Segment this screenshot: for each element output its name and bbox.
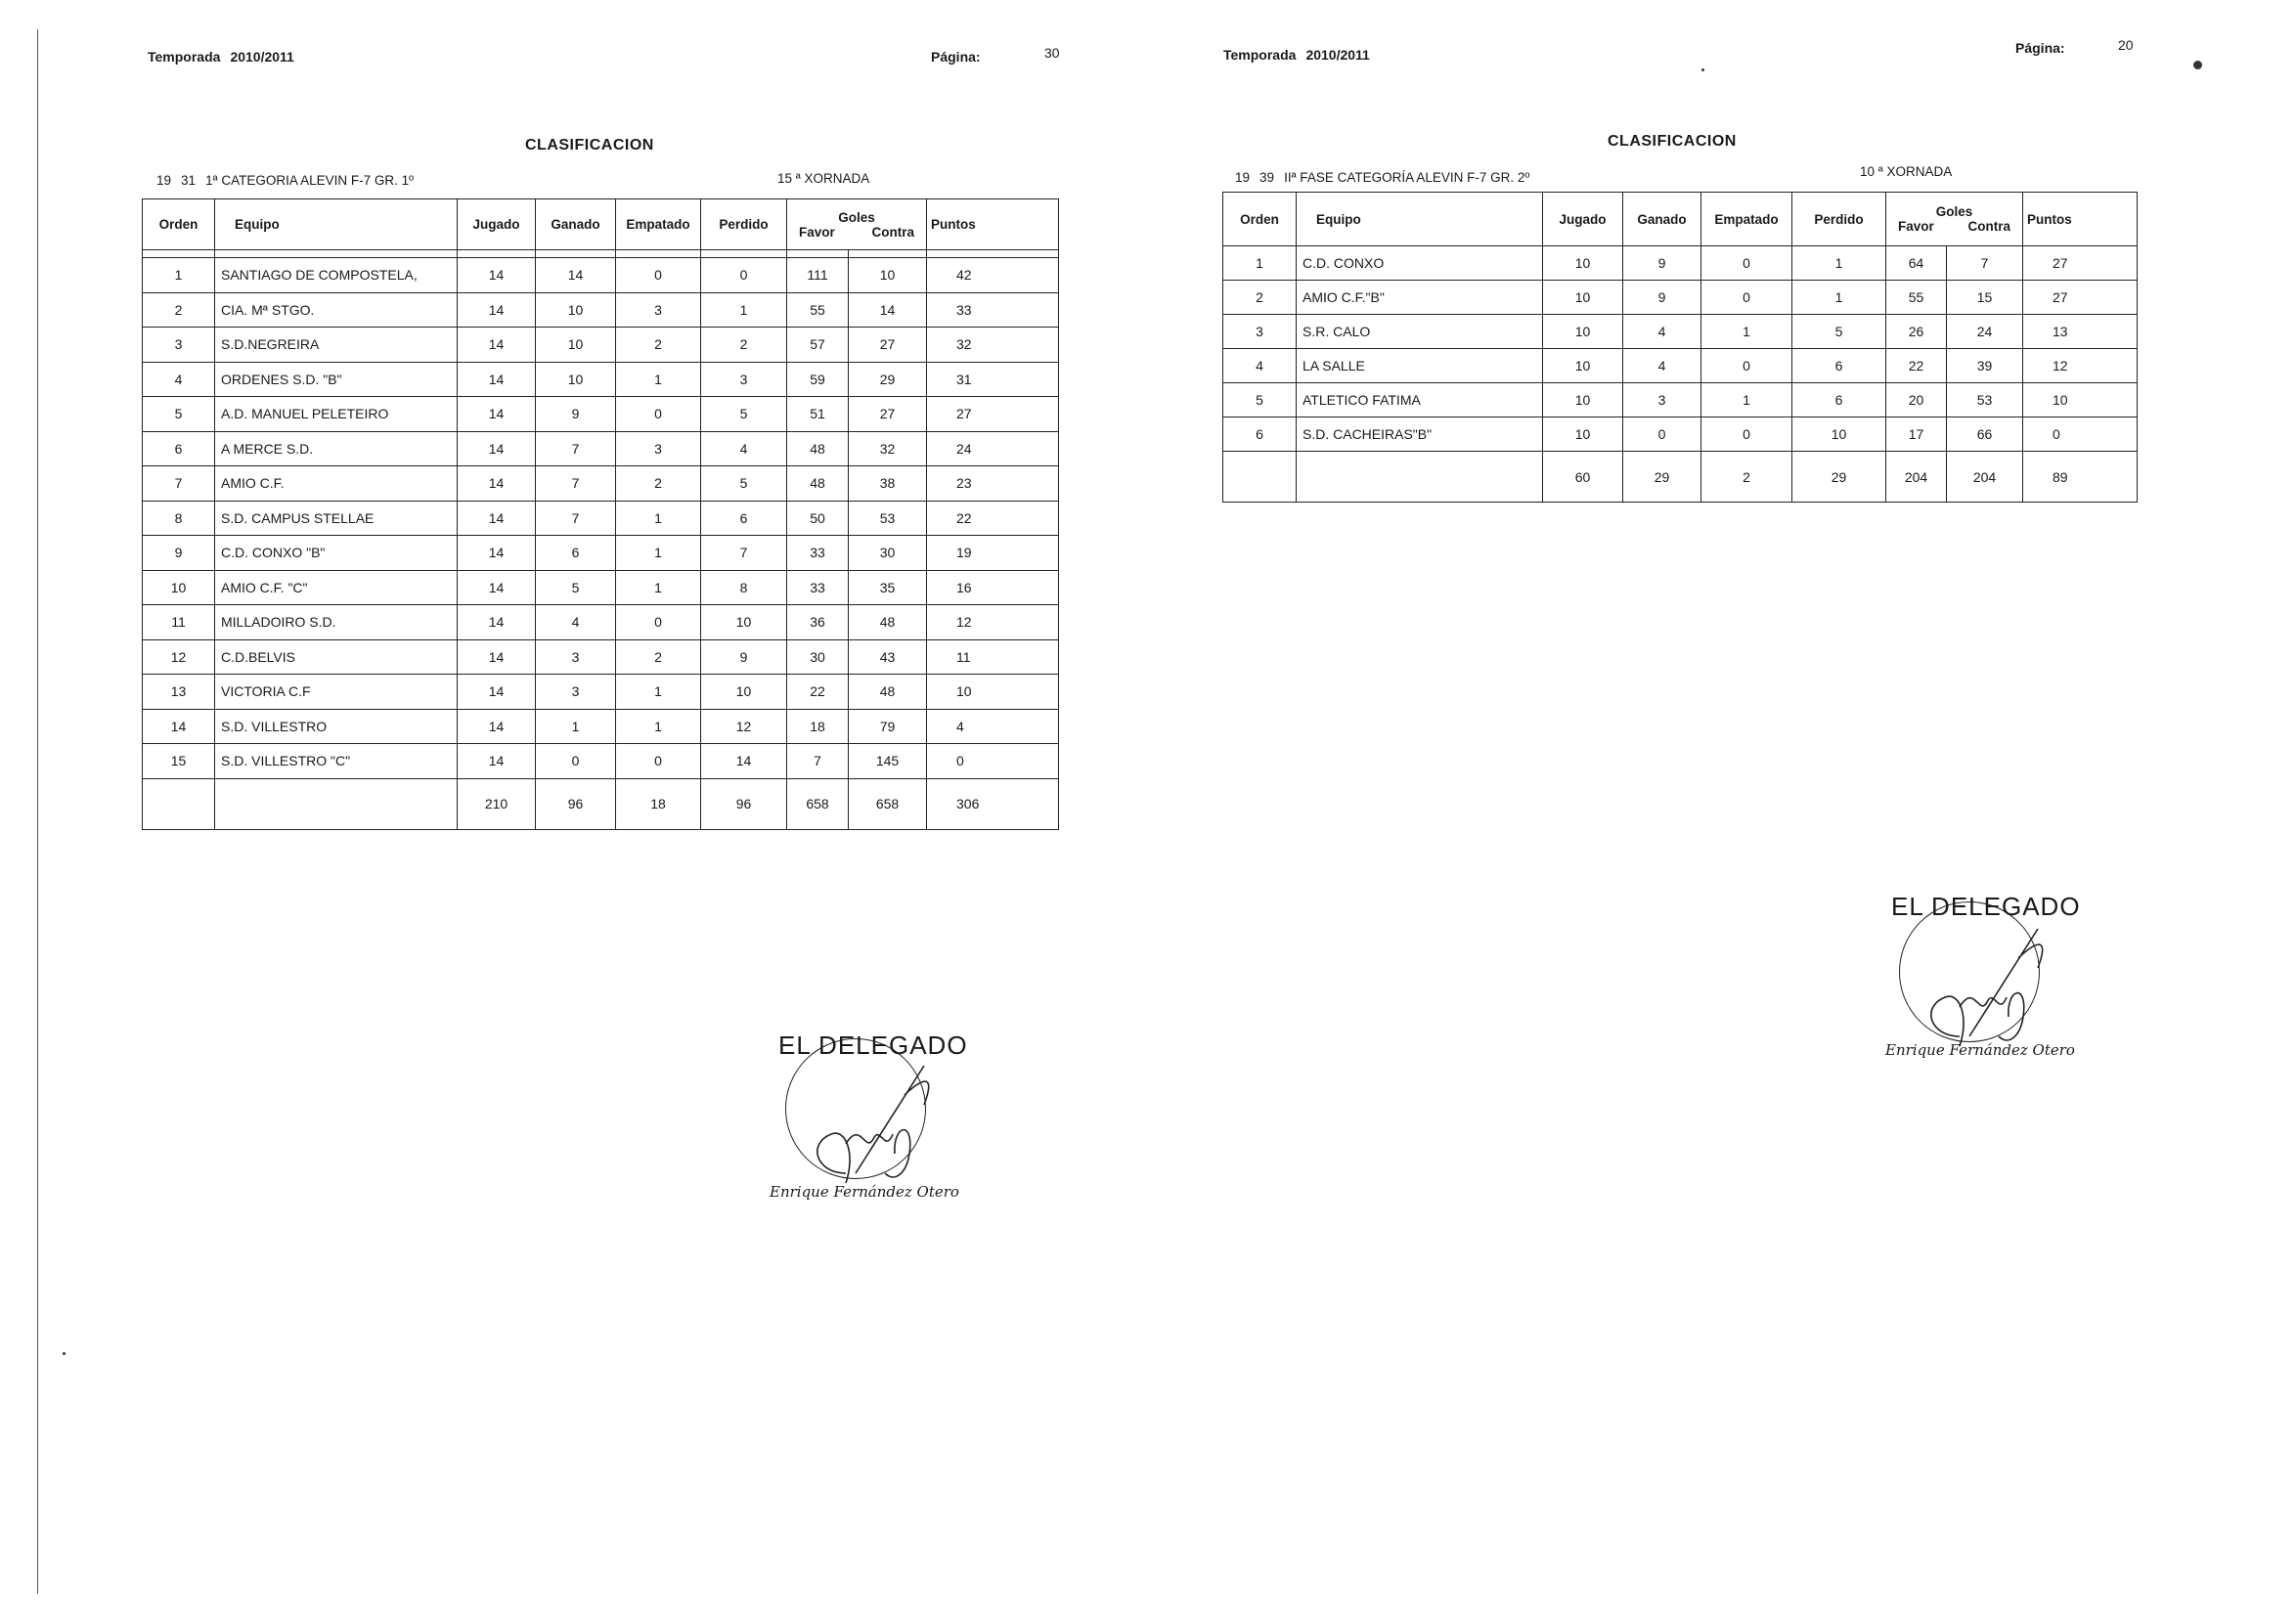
table-row <box>143 536 1059 571</box>
season-value: 2010/2011 <box>1305 47 1370 63</box>
header-perdido: Perdido <box>1792 193 1886 246</box>
cell-contra: 29 <box>849 362 927 397</box>
standings-table <box>142 198 1059 830</box>
cell-ganado: 7 <box>536 431 616 466</box>
cell-orden: 15 <box>143 744 215 779</box>
cell-perdido: 2 <box>701 328 787 363</box>
cell-orden: 13 <box>143 675 215 710</box>
cell-favor: 111 <box>787 258 849 293</box>
cell-perdido: 12 <box>701 709 787 744</box>
cell-contra: 14 <box>849 292 927 328</box>
cell-ganado: 0 <box>536 744 616 779</box>
total-contra: 204 <box>1947 452 2023 503</box>
cell-favor: 59 <box>787 362 849 397</box>
scan-speck <box>63 1352 66 1355</box>
total-perdido: 29 <box>1792 452 1886 503</box>
table-title: CLASIFICACION <box>525 137 654 154</box>
cell-contra: 24 <box>1947 315 2023 349</box>
cell-jugado: 10 <box>1543 246 1623 281</box>
cell-ganado: 0 <box>1623 417 1701 452</box>
cell-contra: 43 <box>849 639 927 675</box>
category-code-1: 19 <box>1235 170 1251 185</box>
cell-empatado: 2 <box>616 328 701 363</box>
total-jugado: 210 <box>458 778 536 829</box>
total-jugado: 60 <box>1543 452 1623 503</box>
cell-perdido: 8 <box>701 570 787 605</box>
cell-contra: 30 <box>849 536 927 571</box>
cell-perdido: 10 <box>701 605 787 640</box>
season-label: Temporada <box>148 49 221 65</box>
cell-empatado: 1 <box>616 536 701 571</box>
page-number: 30 <box>1044 45 1060 61</box>
cell-contra: 38 <box>849 466 927 502</box>
cell-jugado: 14 <box>458 570 536 605</box>
cell-puntos: 10 <box>927 675 1059 710</box>
cell-empatado: 1 <box>616 709 701 744</box>
cell-puntos: 32 <box>927 328 1059 363</box>
cell-perdido: 5 <box>701 397 787 432</box>
cell-perdido: 1 <box>1792 246 1886 281</box>
cell-empatado: 1 <box>616 675 701 710</box>
season-header <box>1223 47 1370 63</box>
header-jugado: Jugado <box>1543 193 1623 246</box>
cell-jugado: 14 <box>458 362 536 397</box>
table-row <box>143 258 1059 293</box>
total-empty-cell <box>1223 452 1297 503</box>
total-ganado: 29 <box>1623 452 1701 503</box>
cell-empatado: 0 <box>616 605 701 640</box>
cell-empatado: 1 <box>616 570 701 605</box>
cell-equipo: ATLETICO FATIMA <box>1297 383 1543 417</box>
table-row <box>143 397 1059 432</box>
cell-favor: 64 <box>1886 246 1947 281</box>
cell-favor: 51 <box>787 397 849 432</box>
cell-ganado: 4 <box>536 605 616 640</box>
cell-contra: 32 <box>849 431 927 466</box>
cell-perdido: 5 <box>701 466 787 502</box>
category-line <box>1235 170 1539 185</box>
cell-contra: 39 <box>1947 349 2023 383</box>
header-orden: Orden <box>143 199 215 250</box>
cell-favor: 22 <box>1886 349 1947 383</box>
category-code-1: 19 <box>156 173 172 188</box>
total-ganado: 96 <box>536 778 616 829</box>
header-puntos: Puntos <box>2023 193 2138 246</box>
cell-empatado: 1 <box>616 362 701 397</box>
cell-jugado: 14 <box>458 709 536 744</box>
header-perdido: Perdido <box>701 199 787 250</box>
category-name: IIª FASE CATEGORÍA ALEVIN F-7 GR. 2º <box>1284 170 1530 185</box>
header-goles <box>787 199 927 250</box>
season-label: Temporada <box>1223 47 1297 63</box>
table-row <box>143 466 1059 502</box>
cell-contra: 27 <box>849 397 927 432</box>
page-label: Página: <box>2015 40 2065 56</box>
cell-jugado: 14 <box>458 258 536 293</box>
cell-contra: 66 <box>1947 417 2023 452</box>
total-perdido: 96 <box>701 778 787 829</box>
cell-favor: 20 <box>1886 383 1947 417</box>
cell-jugado: 10 <box>1543 281 1623 315</box>
cell-ganado: 3 <box>536 639 616 675</box>
cell-jugado: 14 <box>458 328 536 363</box>
scan-speck <box>2193 61 2202 69</box>
table-row <box>143 570 1059 605</box>
page-number: 20 <box>2118 37 2134 53</box>
cell-empatado: 0 <box>616 258 701 293</box>
cell-ganado: 4 <box>1623 349 1701 383</box>
category-code-2: 31 <box>181 173 197 188</box>
cell-ganado: 10 <box>536 362 616 397</box>
total-contra: 658 <box>849 778 927 829</box>
cell-orden: 7 <box>143 466 215 502</box>
cell-perdido: 0 <box>701 258 787 293</box>
totals-row <box>1223 452 2138 503</box>
cell-contra: 10 <box>849 258 927 293</box>
stamp-header: EL DELEGADO <box>1891 892 2081 921</box>
cell-puntos: 13 <box>2023 315 2138 349</box>
cell-jugado: 10 <box>1543 349 1623 383</box>
header-jugado: Jugado <box>458 199 536 250</box>
cell-contra: 15 <box>1947 281 2023 315</box>
cell-puntos: 27 <box>927 397 1059 432</box>
cell-equipo: C.D. CONXO <box>1297 246 1543 281</box>
cell-favor: 7 <box>787 744 849 779</box>
cell-jugado: 14 <box>458 744 536 779</box>
total-empatado: 18 <box>616 778 701 829</box>
cell-puntos: 19 <box>927 536 1059 571</box>
cell-jugado: 14 <box>458 292 536 328</box>
cell-ganado: 1 <box>536 709 616 744</box>
cell-empatado: 1 <box>616 501 701 536</box>
cell-empatado: 2 <box>616 639 701 675</box>
standings-body <box>1223 246 2138 503</box>
cell-orden: 4 <box>1223 349 1297 383</box>
cell-equipo: LA SALLE <box>1297 349 1543 383</box>
header-goles <box>1886 193 2023 246</box>
total-favor: 658 <box>787 778 849 829</box>
cell-puntos: 22 <box>927 501 1059 536</box>
cell-perdido: 10 <box>1792 417 1886 452</box>
cell-ganado: 7 <box>536 501 616 536</box>
cell-favor: 57 <box>787 328 849 363</box>
cell-favor: 26 <box>1886 315 1947 349</box>
cell-empatado: 1 <box>1701 383 1792 417</box>
season-header <box>148 49 294 65</box>
cell-perdido: 6 <box>1792 349 1886 383</box>
cell-contra: 145 <box>849 744 927 779</box>
cell-equipo: S.R. CALO <box>1297 315 1543 349</box>
table-row <box>1223 383 2138 417</box>
cell-contra: 53 <box>849 501 927 536</box>
table-row <box>143 292 1059 328</box>
cell-puntos: 24 <box>927 431 1059 466</box>
cell-puntos: 16 <box>927 570 1059 605</box>
category-line <box>156 173 423 188</box>
cell-equipo: S.D. VILLESTRO <box>215 709 458 744</box>
cell-jugado: 14 <box>458 431 536 466</box>
cell-contra: 7 <box>1947 246 2023 281</box>
cell-puntos: 12 <box>2023 349 2138 383</box>
cell-perdido: 9 <box>701 639 787 675</box>
cell-favor: 18 <box>787 709 849 744</box>
cell-jugado: 14 <box>458 466 536 502</box>
cell-favor: 30 <box>787 639 849 675</box>
cell-favor: 33 <box>787 570 849 605</box>
cell-ganado: 10 <box>536 328 616 363</box>
scan-speck <box>1701 68 1704 71</box>
cell-orden: 2 <box>143 292 215 328</box>
cell-equipo: S.D. CAMPUS STELLAE <box>215 501 458 536</box>
jornada-label: 10 ª XORNADA <box>1860 164 1953 179</box>
cell-puntos: 23 <box>927 466 1059 502</box>
cell-puntos: 42 <box>927 258 1059 293</box>
cell-orden: 4 <box>143 362 215 397</box>
cell-ganado: 3 <box>536 675 616 710</box>
cell-empatado: 0 <box>1701 349 1792 383</box>
cell-equipo: S.D. CACHEIRAS"B" <box>1297 417 1543 452</box>
header-ganado: Ganado <box>1623 193 1701 246</box>
cell-equipo: A.D. MANUEL PELETEIRO <box>215 397 458 432</box>
cell-orden: 3 <box>143 328 215 363</box>
cell-ganado: 14 <box>536 258 616 293</box>
table-title: CLASIFICACION <box>1608 133 1737 150</box>
cell-ganado: 3 <box>1623 383 1701 417</box>
table-row <box>143 328 1059 363</box>
cell-orden: 10 <box>143 570 215 605</box>
cell-orden: 6 <box>143 431 215 466</box>
header-empatado: Empatado <box>616 199 701 250</box>
stamp-header: EL DELEGADO <box>778 1031 968 1060</box>
cell-perdido: 10 <box>701 675 787 710</box>
cell-jugado: 14 <box>458 675 536 710</box>
table-row <box>143 709 1059 744</box>
cell-ganado: 4 <box>1623 315 1701 349</box>
cell-orden: 3 <box>1223 315 1297 349</box>
table-row <box>143 639 1059 675</box>
cell-equipo: AMIO C.F."B" <box>1297 281 1543 315</box>
table-row <box>143 431 1059 466</box>
cell-puntos: 10 <box>2023 383 2138 417</box>
cell-jugado: 10 <box>1543 315 1623 349</box>
cell-orden: 1 <box>143 258 215 293</box>
cell-orden: 6 <box>1223 417 1297 452</box>
total-puntos: 89 <box>2023 452 2138 503</box>
cell-perdido: 14 <box>701 744 787 779</box>
cell-contra: 79 <box>849 709 927 744</box>
header-orden: Orden <box>1223 193 1297 246</box>
table-row <box>1223 246 2138 281</box>
table-row <box>143 605 1059 640</box>
table-row <box>1223 281 2138 315</box>
standings-table <box>1222 192 2138 503</box>
cell-perdido: 5 <box>1792 315 1886 349</box>
cell-empatado: 0 <box>616 397 701 432</box>
cell-contra: 48 <box>849 675 927 710</box>
cell-orden: 1 <box>1223 246 1297 281</box>
table-row <box>143 362 1059 397</box>
cell-contra: 53 <box>1947 383 2023 417</box>
cell-perdido: 7 <box>701 536 787 571</box>
cell-equipo: ORDENES S.D. "B" <box>215 362 458 397</box>
cell-jugado: 14 <box>458 605 536 640</box>
cell-puntos: 4 <box>927 709 1059 744</box>
cell-puntos: 27 <box>2023 281 2138 315</box>
cell-equipo: C.D.BELVIS <box>215 639 458 675</box>
season-value: 2010/2011 <box>230 49 294 65</box>
header-equipo: Equipo <box>1297 193 1543 246</box>
total-empty-cell <box>143 778 215 829</box>
totals-row <box>143 778 1059 829</box>
header-ganado: Ganado <box>536 199 616 250</box>
cell-jugado: 14 <box>458 397 536 432</box>
table-row <box>1223 417 2138 452</box>
cell-puntos: 11 <box>927 639 1059 675</box>
cell-favor: 22 <box>787 675 849 710</box>
cell-puntos: 0 <box>927 744 1059 779</box>
cell-empatado: 2 <box>616 466 701 502</box>
cell-puntos: 0 <box>2023 417 2138 452</box>
total-empatado: 2 <box>1701 452 1792 503</box>
standings-body <box>143 258 1059 830</box>
cell-perdido: 1 <box>701 292 787 328</box>
cell-perdido: 3 <box>701 362 787 397</box>
cell-orden: 9 <box>143 536 215 571</box>
cell-ganado: 7 <box>536 466 616 502</box>
delegate-stamp <box>758 1017 983 1212</box>
cell-puntos: 33 <box>927 292 1059 328</box>
total-puntos: 306 <box>927 778 1059 829</box>
cell-empatado: 0 <box>1701 417 1792 452</box>
cell-jugado: 10 <box>1543 383 1623 417</box>
stamp-name: Enrique Fernández Otero <box>770 1183 959 1201</box>
cell-jugado: 14 <box>458 639 536 675</box>
cell-equipo: SANTIAGO DE COMPOSTELA, <box>215 258 458 293</box>
cell-equipo: MILLADOIRO S.D. <box>215 605 458 640</box>
cell-jugado: 10 <box>1543 417 1623 452</box>
cell-puntos: 12 <box>927 605 1059 640</box>
category-name: 1ª CATEGORIA ALEVIN F-7 GR. 1º <box>205 173 415 188</box>
header-empatado: Empatado <box>1701 193 1792 246</box>
cell-empatado: 3 <box>616 292 701 328</box>
header-equipo: Equipo <box>215 199 458 250</box>
header-favor: Favor <box>799 224 835 240</box>
cell-equipo: A MERCE S.D. <box>215 431 458 466</box>
cell-favor: 48 <box>787 431 849 466</box>
table-row <box>143 744 1059 779</box>
cell-equipo: AMIO C.F. "C" <box>215 570 458 605</box>
cell-perdido: 1 <box>1792 281 1886 315</box>
cell-ganado: 9 <box>1623 281 1701 315</box>
cell-favor: 36 <box>787 605 849 640</box>
cell-orden: 11 <box>143 605 215 640</box>
cell-favor: 55 <box>787 292 849 328</box>
jornada-label: 15 ª XORNADA <box>777 171 870 186</box>
cell-jugado: 14 <box>458 536 536 571</box>
cell-orden: 5 <box>143 397 215 432</box>
cell-favor: 50 <box>787 501 849 536</box>
table-row <box>1223 349 2138 383</box>
cell-contra: 35 <box>849 570 927 605</box>
cell-empatado: 1 <box>1701 315 1792 349</box>
cell-favor: 48 <box>787 466 849 502</box>
cell-equipo: S.D.NEGREIRA <box>215 328 458 363</box>
category-code-2: 39 <box>1259 170 1275 185</box>
cell-orden: 12 <box>143 639 215 675</box>
table-row <box>143 675 1059 710</box>
stamp-name: Enrique Fernández Otero <box>1885 1041 2075 1059</box>
cell-puntos: 27 <box>2023 246 2138 281</box>
cell-orden: 14 <box>143 709 215 744</box>
total-empty-cell <box>1297 452 1543 503</box>
header-favor: Favor <box>1898 219 1934 234</box>
delegate-stamp <box>1872 880 2097 1075</box>
header-goles-label: Goles <box>1935 204 1973 219</box>
cell-perdido: 6 <box>701 501 787 536</box>
total-empty-cell <box>215 778 458 829</box>
cell-contra: 27 <box>849 328 927 363</box>
cell-favor: 17 <box>1886 417 1947 452</box>
cell-equipo: S.D. VILLESTRO "C" <box>215 744 458 779</box>
total-favor: 204 <box>1886 452 1947 503</box>
cell-perdido: 4 <box>701 431 787 466</box>
cell-empatado: 0 <box>1701 281 1792 315</box>
table-row <box>143 501 1059 536</box>
cell-equipo: AMIO C.F. <box>215 466 458 502</box>
header-contra: Contra <box>871 224 915 240</box>
cell-empatado: 3 <box>616 431 701 466</box>
cell-orden: 2 <box>1223 281 1297 315</box>
cell-equipo: C.D. CONXO "B" <box>215 536 458 571</box>
cell-jugado: 14 <box>458 501 536 536</box>
cell-empatado: 0 <box>616 744 701 779</box>
cell-ganado: 9 <box>536 397 616 432</box>
cell-ganado: 10 <box>536 292 616 328</box>
cell-orden: 5 <box>1223 383 1297 417</box>
table-row <box>1223 315 2138 349</box>
header-contra: Contra <box>1967 219 2011 234</box>
cell-orden: 8 <box>143 501 215 536</box>
cell-favor: 33 <box>787 536 849 571</box>
cell-ganado: 5 <box>536 570 616 605</box>
header-goles-label: Goles <box>838 209 875 225</box>
cell-empatado: 0 <box>1701 246 1792 281</box>
cell-perdido: 6 <box>1792 383 1886 417</box>
cell-ganado: 6 <box>536 536 616 571</box>
cell-equipo: CIA. Mª STGO. <box>215 292 458 328</box>
right-sheet <box>1148 0 2296 1623</box>
cell-puntos: 31 <box>927 362 1059 397</box>
header-puntos: Puntos <box>927 199 1059 250</box>
cell-equipo: VICTORIA C.F <box>215 675 458 710</box>
cell-favor: 55 <box>1886 281 1947 315</box>
page-label: Página: <box>931 49 981 65</box>
cell-ganado: 9 <box>1623 246 1701 281</box>
cell-contra: 48 <box>849 605 927 640</box>
